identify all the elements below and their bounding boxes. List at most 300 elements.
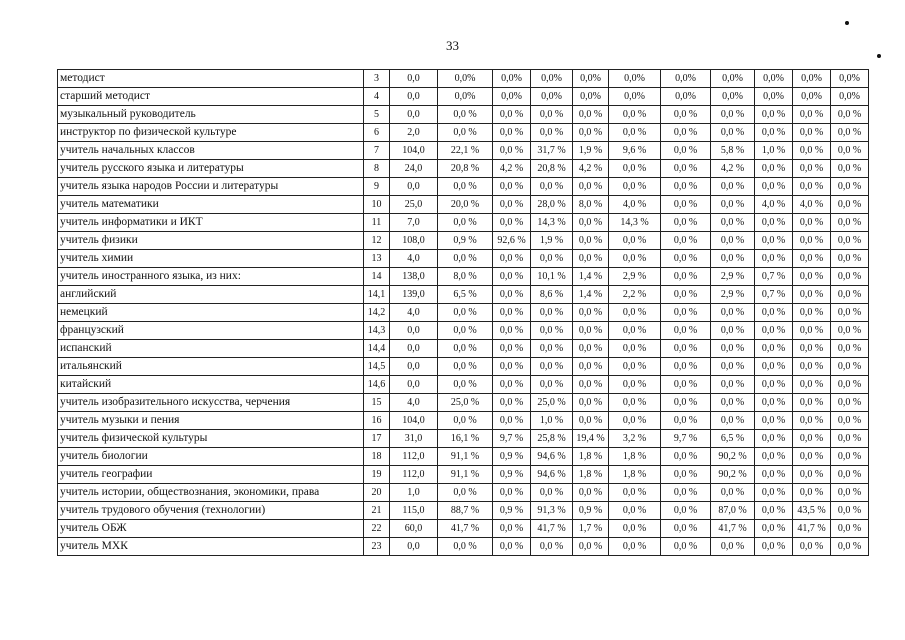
percent-cell: 0,0 % [831, 178, 869, 196]
percent-cell: 0,0 % [831, 448, 869, 466]
row-number-cell: 9 [364, 178, 390, 196]
table-row [58, 250, 869, 268]
percent-cell: 4,0 % [793, 196, 831, 214]
percent-cell: 0,0% [573, 70, 609, 88]
percent-cell: 0,0 % [755, 304, 793, 322]
percent-cell: 0,0 % [755, 376, 793, 394]
row-number-cell: 23 [364, 538, 390, 556]
percent-cell: 0,0 % [531, 124, 573, 142]
percent-cell: 41,7 % [711, 520, 755, 538]
percent-cell: 0,0 % [493, 178, 531, 196]
position-name-cell: старший методист [58, 88, 364, 106]
percent-cell: 0,0 % [609, 340, 661, 358]
percent-cell: 1,8 % [609, 466, 661, 484]
percent-cell: 0,0 % [755, 412, 793, 430]
percent-cell: 0,0 % [831, 484, 869, 502]
count-cell: 7,0 [390, 214, 438, 232]
percent-cell: 92,6 % [493, 232, 531, 250]
percent-cell: 0,0 % [831, 538, 869, 556]
staff-statistics-table [57, 69, 869, 556]
percent-cell: 91,1 % [438, 448, 493, 466]
table-row [58, 430, 869, 448]
percent-cell: 9,7 % [661, 430, 711, 448]
position-name-cell: учитель иностранного языка, из них: [58, 268, 364, 286]
percent-cell: 0,0 % [609, 394, 661, 412]
table-row [58, 322, 869, 340]
percent-cell: 0,0 % [793, 394, 831, 412]
percent-cell: 0,0 % [793, 268, 831, 286]
percent-cell: 4,2 % [711, 160, 755, 178]
percent-cell: 0,0% [793, 70, 831, 88]
percent-cell: 0,0 % [831, 196, 869, 214]
count-cell: 115,0 [390, 502, 438, 520]
percent-cell: 1,4 % [573, 268, 609, 286]
percent-cell: 31,7 % [531, 142, 573, 160]
percent-cell: 22,1 % [438, 142, 493, 160]
position-name-cell: учитель географии [58, 466, 364, 484]
row-number-cell: 14,1 [364, 286, 390, 304]
percent-cell: 6,5 % [711, 430, 755, 448]
percent-cell: 0,0 % [711, 124, 755, 142]
percent-cell: 1,0 % [531, 412, 573, 430]
percent-cell: 0,0 % [793, 286, 831, 304]
table-row [58, 214, 869, 232]
count-cell: 60,0 [390, 520, 438, 538]
percent-cell: 0,0 % [531, 322, 573, 340]
percent-cell: 88,7 % [438, 502, 493, 520]
percent-cell: 0,0 % [755, 394, 793, 412]
percent-cell: 20,8 % [438, 160, 493, 178]
count-cell: 0,0 [390, 106, 438, 124]
percent-cell: 0,0% [438, 70, 493, 88]
percent-cell: 0,0 % [831, 124, 869, 142]
percent-cell: 0,0% [711, 88, 755, 106]
percent-cell: 0,0 % [793, 484, 831, 502]
percent-cell: 0,0 % [609, 178, 661, 196]
percent-cell: 0,0 % [793, 412, 831, 430]
table-row [58, 286, 869, 304]
percent-cell: 0,0 % [793, 160, 831, 178]
percent-cell: 0,0 % [493, 412, 531, 430]
table-row [58, 196, 869, 214]
count-cell: 0,0 [390, 322, 438, 340]
table-row [58, 484, 869, 502]
table-row [58, 70, 869, 88]
percent-cell: 94,6 % [531, 466, 573, 484]
percent-cell: 1,7 % [573, 520, 609, 538]
row-number-cell: 10 [364, 196, 390, 214]
percent-cell: 0,0 % [661, 466, 711, 484]
percent-cell: 0,0 % [609, 538, 661, 556]
percent-cell: 0,0 % [711, 106, 755, 124]
position-name-cell: инструктор по физической культуре [58, 124, 364, 142]
percent-cell: 0,0 % [609, 502, 661, 520]
percent-cell: 0,0 % [573, 106, 609, 124]
position-name-cell: учитель изобразительного искусства, черчения [58, 394, 364, 412]
row-number-cell: 15 [364, 394, 390, 412]
percent-cell: 0,0 % [493, 124, 531, 142]
count-cell: 0,0 [390, 178, 438, 196]
percent-cell: 0,0 % [609, 232, 661, 250]
position-name-cell: учитель физической культуры [58, 430, 364, 448]
percent-cell: 0,0 % [438, 214, 493, 232]
position-name-cell: учитель истории, обществознания, экономики, права [58, 484, 364, 502]
percent-cell: 0,0 % [661, 394, 711, 412]
percent-cell: 0,0 % [793, 340, 831, 358]
row-number-cell: 14,2 [364, 304, 390, 322]
percent-cell: 0,0 % [573, 538, 609, 556]
percent-cell: 0,0 % [531, 358, 573, 376]
count-cell: 25,0 [390, 196, 438, 214]
percent-cell: 0,0 % [661, 250, 711, 268]
percent-cell: 0,9 % [493, 502, 531, 520]
percent-cell: 8,6 % [531, 286, 573, 304]
row-number-cell: 12 [364, 232, 390, 250]
percent-cell: 0,0 % [573, 214, 609, 232]
table-body [58, 70, 869, 556]
percent-cell: 0,0 % [609, 412, 661, 430]
row-number-cell: 3 [364, 70, 390, 88]
table-row [58, 376, 869, 394]
percent-cell: 0,0% [831, 70, 869, 88]
percent-cell: 0,0 % [755, 538, 793, 556]
percent-cell: 0,0 % [793, 214, 831, 232]
percent-cell: 8,0 % [573, 196, 609, 214]
table-row [58, 502, 869, 520]
percent-cell: 0,0 % [661, 232, 711, 250]
percent-cell: 0,0 % [438, 124, 493, 142]
row-number-cell: 13 [364, 250, 390, 268]
percent-cell: 0,0% [493, 88, 531, 106]
percent-cell: 0,0 % [661, 106, 711, 124]
position-name-cell: учитель математики [58, 196, 364, 214]
percent-cell: 0,9 % [573, 502, 609, 520]
percent-cell: 0,0 % [711, 340, 755, 358]
percent-cell: 8,0 % [438, 268, 493, 286]
row-number-cell: 14,5 [364, 358, 390, 376]
percent-cell: 0,0 % [609, 304, 661, 322]
percent-cell: 0,0 % [755, 520, 793, 538]
count-cell: 0,0 [390, 538, 438, 556]
count-cell: 4,0 [390, 394, 438, 412]
percent-cell: 0,9 % [493, 448, 531, 466]
row-number-cell: 16 [364, 412, 390, 430]
percent-cell: 0,0 % [831, 322, 869, 340]
percent-cell: 0,0 % [531, 340, 573, 358]
count-cell: 2,0 [390, 124, 438, 142]
percent-cell: 0,0% [438, 88, 493, 106]
row-number-cell: 11 [364, 214, 390, 232]
percent-cell: 0,0 % [661, 322, 711, 340]
percent-cell: 0,0 % [438, 322, 493, 340]
percent-cell: 0,0 % [438, 484, 493, 502]
percent-cell: 0,0% [661, 88, 711, 106]
percent-cell: 0,0 % [493, 304, 531, 322]
scan-speck-dot [845, 21, 849, 25]
percent-cell: 0,0 % [755, 430, 793, 448]
count-cell: 0,0 [390, 358, 438, 376]
percent-cell: 0,0 % [609, 520, 661, 538]
percent-cell: 0,0 % [438, 250, 493, 268]
percent-cell: 0,0 % [793, 232, 831, 250]
percent-cell: 0,0 % [711, 358, 755, 376]
percent-cell: 0,0% [493, 70, 531, 88]
percent-cell: 0,0 % [755, 232, 793, 250]
percent-cell: 0,0 % [609, 484, 661, 502]
count-cell: 0,0 [390, 70, 438, 88]
percent-cell: 28,0 % [531, 196, 573, 214]
percent-cell: 41,7 % [531, 520, 573, 538]
percent-cell: 0,0 % [438, 376, 493, 394]
row-number-cell: 17 [364, 430, 390, 448]
percent-cell: 0,0 % [493, 286, 531, 304]
percent-cell: 0,0 % [493, 484, 531, 502]
percent-cell: 0,0 % [711, 412, 755, 430]
percent-cell: 90,2 % [711, 448, 755, 466]
percent-cell: 0,0 % [831, 250, 869, 268]
row-number-cell: 18 [364, 448, 390, 466]
percent-cell: 0,0 % [711, 484, 755, 502]
percent-cell: 0,0 % [573, 322, 609, 340]
percent-cell: 91,1 % [438, 466, 493, 484]
percent-cell: 4,0 % [755, 196, 793, 214]
percent-cell: 0,0 % [711, 376, 755, 394]
percent-cell: 16,1 % [438, 430, 493, 448]
percent-cell: 2,9 % [609, 268, 661, 286]
percent-cell: 0,0 % [609, 358, 661, 376]
percent-cell: 0,0 % [661, 196, 711, 214]
percent-cell: 0,0 % [661, 484, 711, 502]
percent-cell: 4,2 % [493, 160, 531, 178]
percent-cell: 94,6 % [531, 448, 573, 466]
percent-cell: 0,0% [831, 88, 869, 106]
count-cell: 0,0 [390, 376, 438, 394]
table-row [58, 178, 869, 196]
percent-cell: 0,0 % [661, 124, 711, 142]
percent-cell: 25,0 % [438, 394, 493, 412]
percent-cell: 14,3 % [531, 214, 573, 232]
row-number-cell: 14 [364, 268, 390, 286]
position-name-cell: немецкий [58, 304, 364, 322]
percent-cell: 0,0 % [493, 250, 531, 268]
row-number-cell: 4 [364, 88, 390, 106]
position-name-cell: учитель трудового обучения (технологии) [58, 502, 364, 520]
percent-cell: 0,0 % [573, 178, 609, 196]
count-cell: 139,0 [390, 286, 438, 304]
percent-cell: 0,0 % [573, 304, 609, 322]
percent-cell: 0,0 % [831, 304, 869, 322]
percent-cell: 0,0 % [831, 214, 869, 232]
percent-cell: 1,8 % [609, 448, 661, 466]
percent-cell: 87,0 % [711, 502, 755, 520]
count-cell: 0,0 [390, 88, 438, 106]
table-row [58, 232, 869, 250]
percent-cell: 91,3 % [531, 502, 573, 520]
percent-cell: 0,0 % [573, 412, 609, 430]
percent-cell: 0,0 % [661, 286, 711, 304]
percent-cell: 41,7 % [438, 520, 493, 538]
percent-cell: 0,0 % [573, 340, 609, 358]
position-name-cell: учитель химии [58, 250, 364, 268]
percent-cell: 0,0% [661, 70, 711, 88]
position-name-cell: учитель физики [58, 232, 364, 250]
percent-cell: 1,8 % [573, 448, 609, 466]
percent-cell: 0,0 % [831, 412, 869, 430]
count-cell: 0,0 [390, 340, 438, 358]
percent-cell: 0,0 % [531, 178, 573, 196]
percent-cell: 0,0 % [793, 304, 831, 322]
percent-cell: 0,0 % [711, 304, 755, 322]
percent-cell: 0,0 % [531, 250, 573, 268]
count-cell: 112,0 [390, 448, 438, 466]
percent-cell: 20,0 % [438, 196, 493, 214]
position-name-cell: английский [58, 286, 364, 304]
percent-cell: 0,0 % [793, 358, 831, 376]
position-name-cell: учитель русского языка и литературы [58, 160, 364, 178]
percent-cell: 0,0% [711, 70, 755, 88]
percent-cell: 0,0 % [573, 358, 609, 376]
count-cell: 4,0 [390, 250, 438, 268]
percent-cell: 0,0 % [573, 124, 609, 142]
percent-cell: 0,0 % [755, 502, 793, 520]
percent-cell: 3,2 % [609, 430, 661, 448]
percent-cell: 0,7 % [755, 268, 793, 286]
percent-cell: 0,0 % [531, 376, 573, 394]
percent-cell: 0,0 % [573, 394, 609, 412]
percent-cell: 0,0 % [493, 196, 531, 214]
table-row [58, 124, 869, 142]
percent-cell: 41,7 % [793, 520, 831, 538]
percent-cell: 0,0 % [661, 412, 711, 430]
count-cell: 31,0 [390, 430, 438, 448]
percent-cell: 0,0 % [831, 466, 869, 484]
percent-cell: 0,0 % [711, 250, 755, 268]
percent-cell: 0,0 % [831, 520, 869, 538]
percent-cell: 0,0 % [609, 322, 661, 340]
table-row [58, 106, 869, 124]
table-row [58, 268, 869, 286]
percent-cell: 0,0 % [493, 520, 531, 538]
percent-cell: 0,0 % [661, 538, 711, 556]
percent-cell: 0,0 % [531, 304, 573, 322]
percent-cell: 0,0 % [531, 106, 573, 124]
count-cell: 138,0 [390, 268, 438, 286]
percent-cell: 0,0 % [661, 214, 711, 232]
row-number-cell: 19 [364, 466, 390, 484]
percent-cell: 0,0 % [711, 178, 755, 196]
percent-cell: 90,2 % [711, 466, 755, 484]
row-number-cell: 14,3 [364, 322, 390, 340]
percent-cell: 0,0 % [793, 448, 831, 466]
percent-cell: 0,0 % [793, 322, 831, 340]
percent-cell: 0,0 % [755, 466, 793, 484]
percent-cell: 0,0 % [793, 106, 831, 124]
percent-cell: 0,0 % [609, 124, 661, 142]
percent-cell: 0,0 % [711, 322, 755, 340]
position-name-cell: учитель МХК [58, 538, 364, 556]
percent-cell: 0,0% [755, 88, 793, 106]
row-number-cell: 21 [364, 502, 390, 520]
count-cell: 4,0 [390, 304, 438, 322]
percent-cell: 0,0 % [531, 484, 573, 502]
percent-cell: 1,0 % [755, 142, 793, 160]
percent-cell: 25,0 % [531, 394, 573, 412]
table-row [58, 538, 869, 556]
percent-cell: 20,8 % [531, 160, 573, 178]
percent-cell: 0,0 % [609, 376, 661, 394]
position-name-cell: учитель начальных классов [58, 142, 364, 160]
percent-cell: 0,0 % [755, 340, 793, 358]
percent-cell: 0,0 % [493, 340, 531, 358]
percent-cell: 0,0 % [493, 268, 531, 286]
percent-cell: 0,0 % [438, 412, 493, 430]
count-cell: 104,0 [390, 412, 438, 430]
percent-cell: 0,0 % [831, 340, 869, 358]
percent-cell: 0,0 % [755, 250, 793, 268]
row-number-cell: 14,6 [364, 376, 390, 394]
table-row [58, 394, 869, 412]
percent-cell: 0,0 % [711, 196, 755, 214]
percent-cell: 1,4 % [573, 286, 609, 304]
percent-cell: 0,0% [755, 70, 793, 88]
percent-cell: 0,0 % [661, 268, 711, 286]
percent-cell: 0,0 % [711, 214, 755, 232]
percent-cell: 0,0 % [793, 430, 831, 448]
percent-cell: 0,0 % [755, 178, 793, 196]
percent-cell: 0,0 % [661, 448, 711, 466]
position-name-cell: музыкальный руководитель [58, 106, 364, 124]
percent-cell: 0,0 % [793, 142, 831, 160]
percent-cell: 0,0 % [793, 538, 831, 556]
percent-cell: 0,0 % [609, 160, 661, 178]
percent-cell: 43,5 % [793, 502, 831, 520]
position-name-cell: китайский [58, 376, 364, 394]
percent-cell: 0,7 % [755, 286, 793, 304]
percent-cell: 0,0 % [661, 160, 711, 178]
count-cell: 104,0 [390, 142, 438, 160]
percent-cell: 0,0 % [661, 178, 711, 196]
position-name-cell: учитель ОБЖ [58, 520, 364, 538]
percent-cell: 0,0 % [493, 376, 531, 394]
percent-cell: 0,0 % [831, 358, 869, 376]
percent-cell: 0,0 % [493, 394, 531, 412]
table-row [58, 340, 869, 358]
percent-cell: 0,0 % [493, 214, 531, 232]
row-number-cell: 14,4 [364, 340, 390, 358]
position-name-cell: учитель биологии [58, 448, 364, 466]
percent-cell: 0,0% [609, 70, 661, 88]
count-cell: 108,0 [390, 232, 438, 250]
percent-cell: 0,0 % [755, 484, 793, 502]
percent-cell: 0,0 % [661, 502, 711, 520]
row-number-cell: 20 [364, 484, 390, 502]
percent-cell: 0,0 % [831, 268, 869, 286]
percent-cell: 4,2 % [573, 160, 609, 178]
percent-cell: 0,0 % [755, 214, 793, 232]
percent-cell: 0,0 % [438, 178, 493, 196]
table-row [58, 304, 869, 322]
percent-cell: 0,0 % [661, 304, 711, 322]
percent-cell: 0,9 % [438, 232, 493, 250]
count-cell: 1,0 [390, 484, 438, 502]
percent-cell: 6,5 % [438, 286, 493, 304]
row-number-cell: 22 [364, 520, 390, 538]
percent-cell: 0,0 % [831, 160, 869, 178]
page-number: 33 [446, 38, 459, 53]
percent-cell: 0,0 % [793, 466, 831, 484]
percent-cell: 0,0 % [793, 250, 831, 268]
table-row [58, 160, 869, 178]
